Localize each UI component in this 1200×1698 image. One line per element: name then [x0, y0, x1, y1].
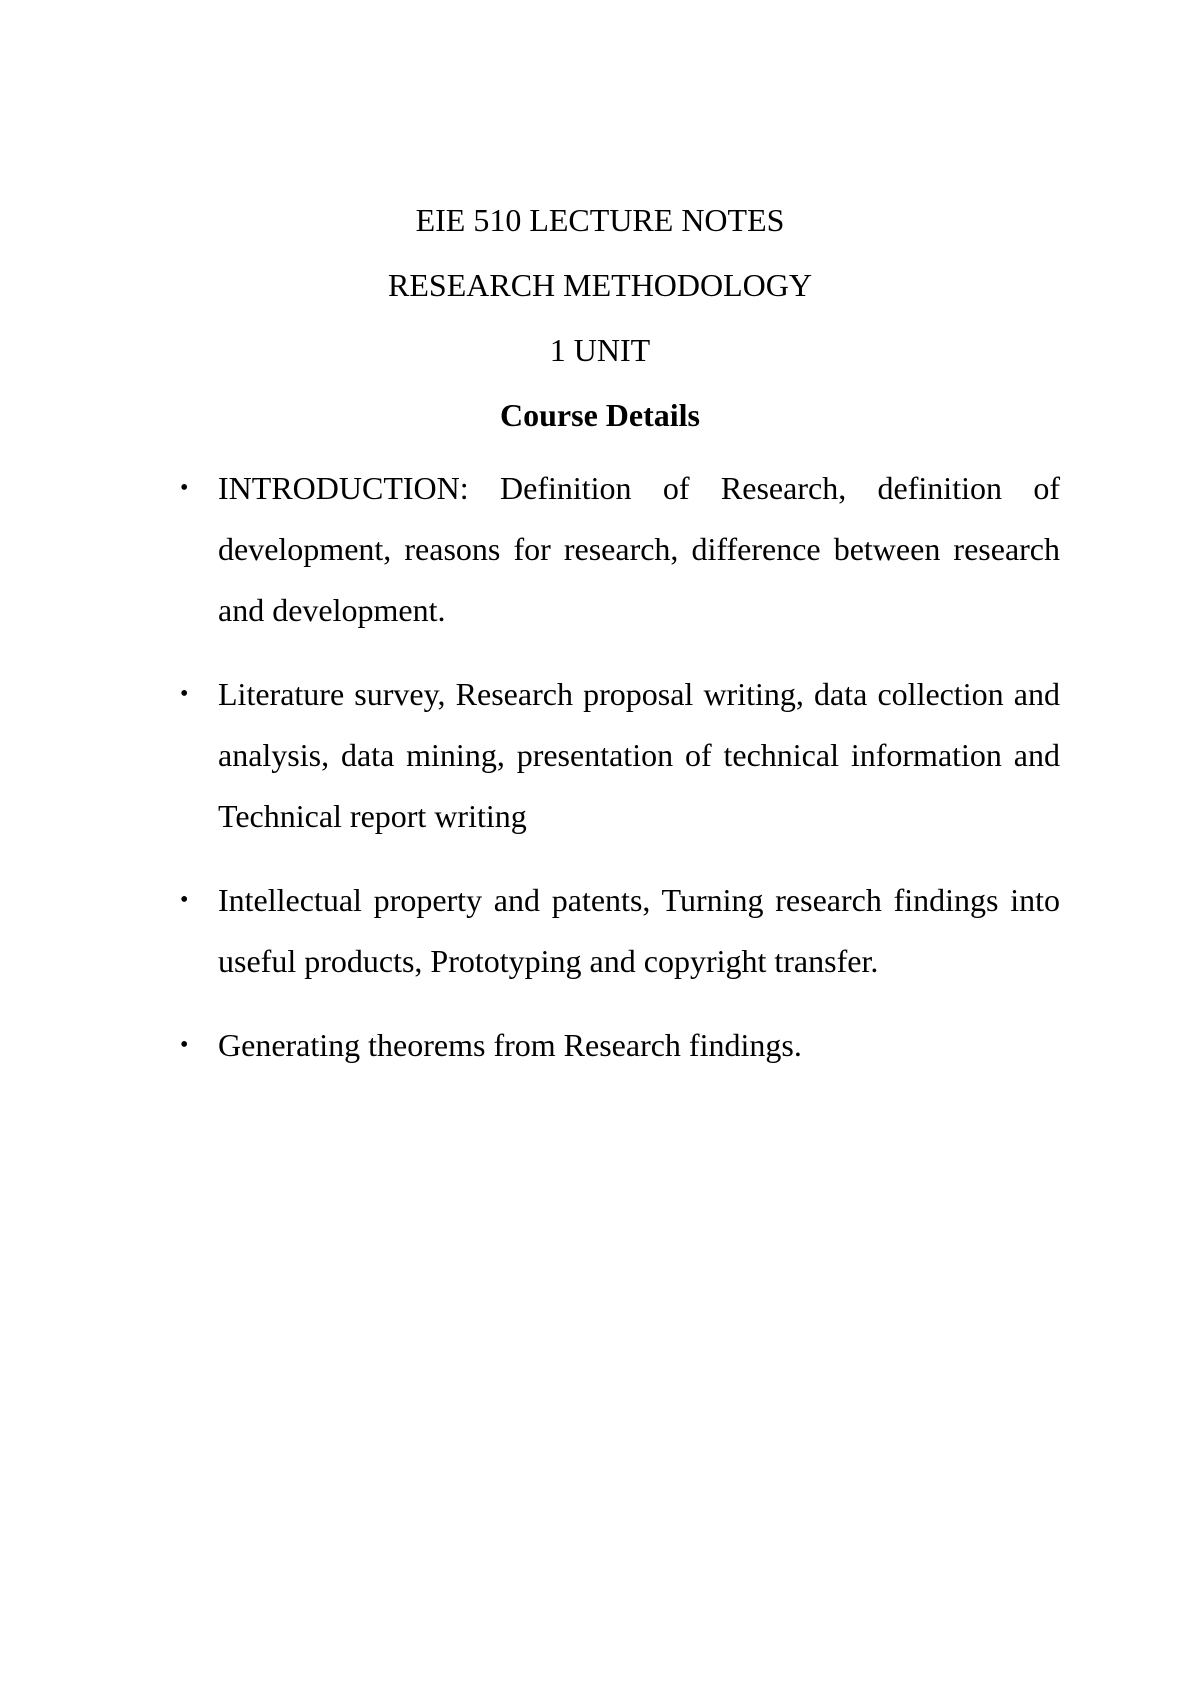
list-item-intellectual-property	[180, 870, 1060, 992]
topic-text: Literature survey, Research proposal writing, data collection and analysis, data mining, presentation of technical information and Technical report writing	[218, 676, 1060, 834]
topic-text: Intellectual property and patents, Turning research findings into useful products, Prototyping and copyright transfer.	[218, 882, 1060, 979]
list-item-literature-survey	[180, 664, 1060, 847]
course-units-heading: 1 UNIT	[549, 332, 651, 368]
topic-text: INTRODUCTION: Definition of Research, definition of development, reasons for research, difference between research and development.	[218, 470, 1060, 628]
course-code-heading: EIE 510 LECTURE NOTES	[415, 202, 785, 238]
course-topics-list	[180, 458, 1060, 1099]
section-title: Course Details	[500, 397, 700, 433]
bullet-icon: •	[180, 475, 189, 501]
bullet-icon: •	[180, 681, 189, 707]
topic-text: Generating theorems from Research findings.	[218, 1027, 802, 1063]
bullet-icon: •	[180, 1032, 189, 1058]
list-item-introduction	[180, 458, 1060, 641]
course-title-heading: RESEARCH METHODOLOGY	[388, 267, 812, 303]
bullet-icon: •	[180, 887, 189, 913]
list-item-generating-theorems	[180, 1015, 1060, 1076]
